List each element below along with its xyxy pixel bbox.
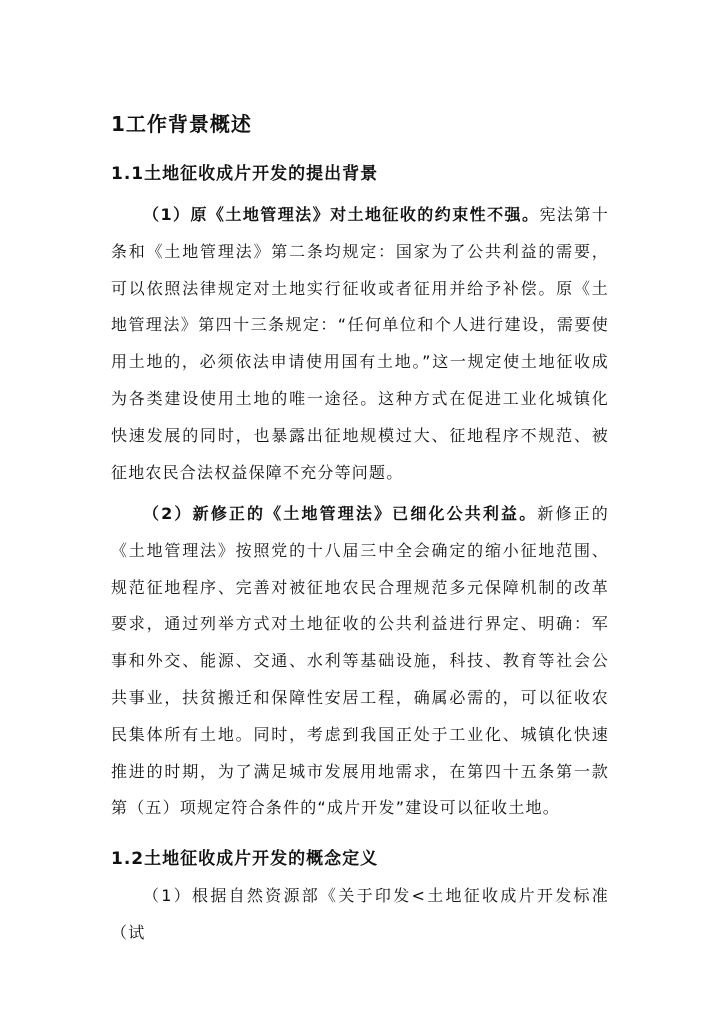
paragraph-1-lead: （1）原《土地管理法》对土地征收的约束性不强。 <box>143 205 540 224</box>
subsection-heading-1-1: 1.1土地征收成片开发的提出背景 <box>111 164 379 184</box>
paragraph-3-body: （1）根据自然资源部《关于印发<土地征收成片开发标准（试 <box>111 886 609 942</box>
paragraph-2-lead: （2）新修正的《土地管理法》已细化公共利益。 <box>143 504 538 523</box>
paragraph-1-body: 宪法第十条和《土地管理法》第二条均规定：国家为了公共利益的需要，可以依照法律规定对土地实行征收或者征用并给予补偿。原《土地管理法》第四十三条规定：“任何单位和个人进行建设，需要使用土地的，必须依法申请使用国有土地。”这一规定使土地征收成为各类建设使用土地的唯一途径。这种方式在促进工业化城镇化快速发展的同时，也暴露出征地规模过大、征地程序不规范、被征地农民合法权益保障不充分等问题。 <box>111 205 609 482</box>
subsection-heading-1-2: 1.2土地征收成片开发的概念定义 <box>111 849 379 869</box>
section-heading-1: 1工作背景概述 <box>111 112 252 136</box>
paragraph-1 <box>111 197 609 491</box>
paragraph-2-body: 新修正的《土地管理法》按照党的十八届三中全会确定的缩小征地范围、规范征地程序、完善对被征地农民合理规范多元保障机制的改革要求，通过列举方式对土地征收的公共利益进行界定、明确：军事和外交、能源、交通、水利等基础设施，科技、教育等社会公共事业，扶贫搬迁和保障性安居工程，确属必需的，可以征收农民集体所有土地。同时，考虑到我国正处于工业化、城镇化快速推进的时期，为了满足城市发展用地需求，在第四十五条第一款第（五）项规定符合条件的“成片开发”建设可以征收土地。 <box>111 504 609 818</box>
paragraph-2 <box>111 496 609 827</box>
paragraph-3 <box>111 878 609 952</box>
